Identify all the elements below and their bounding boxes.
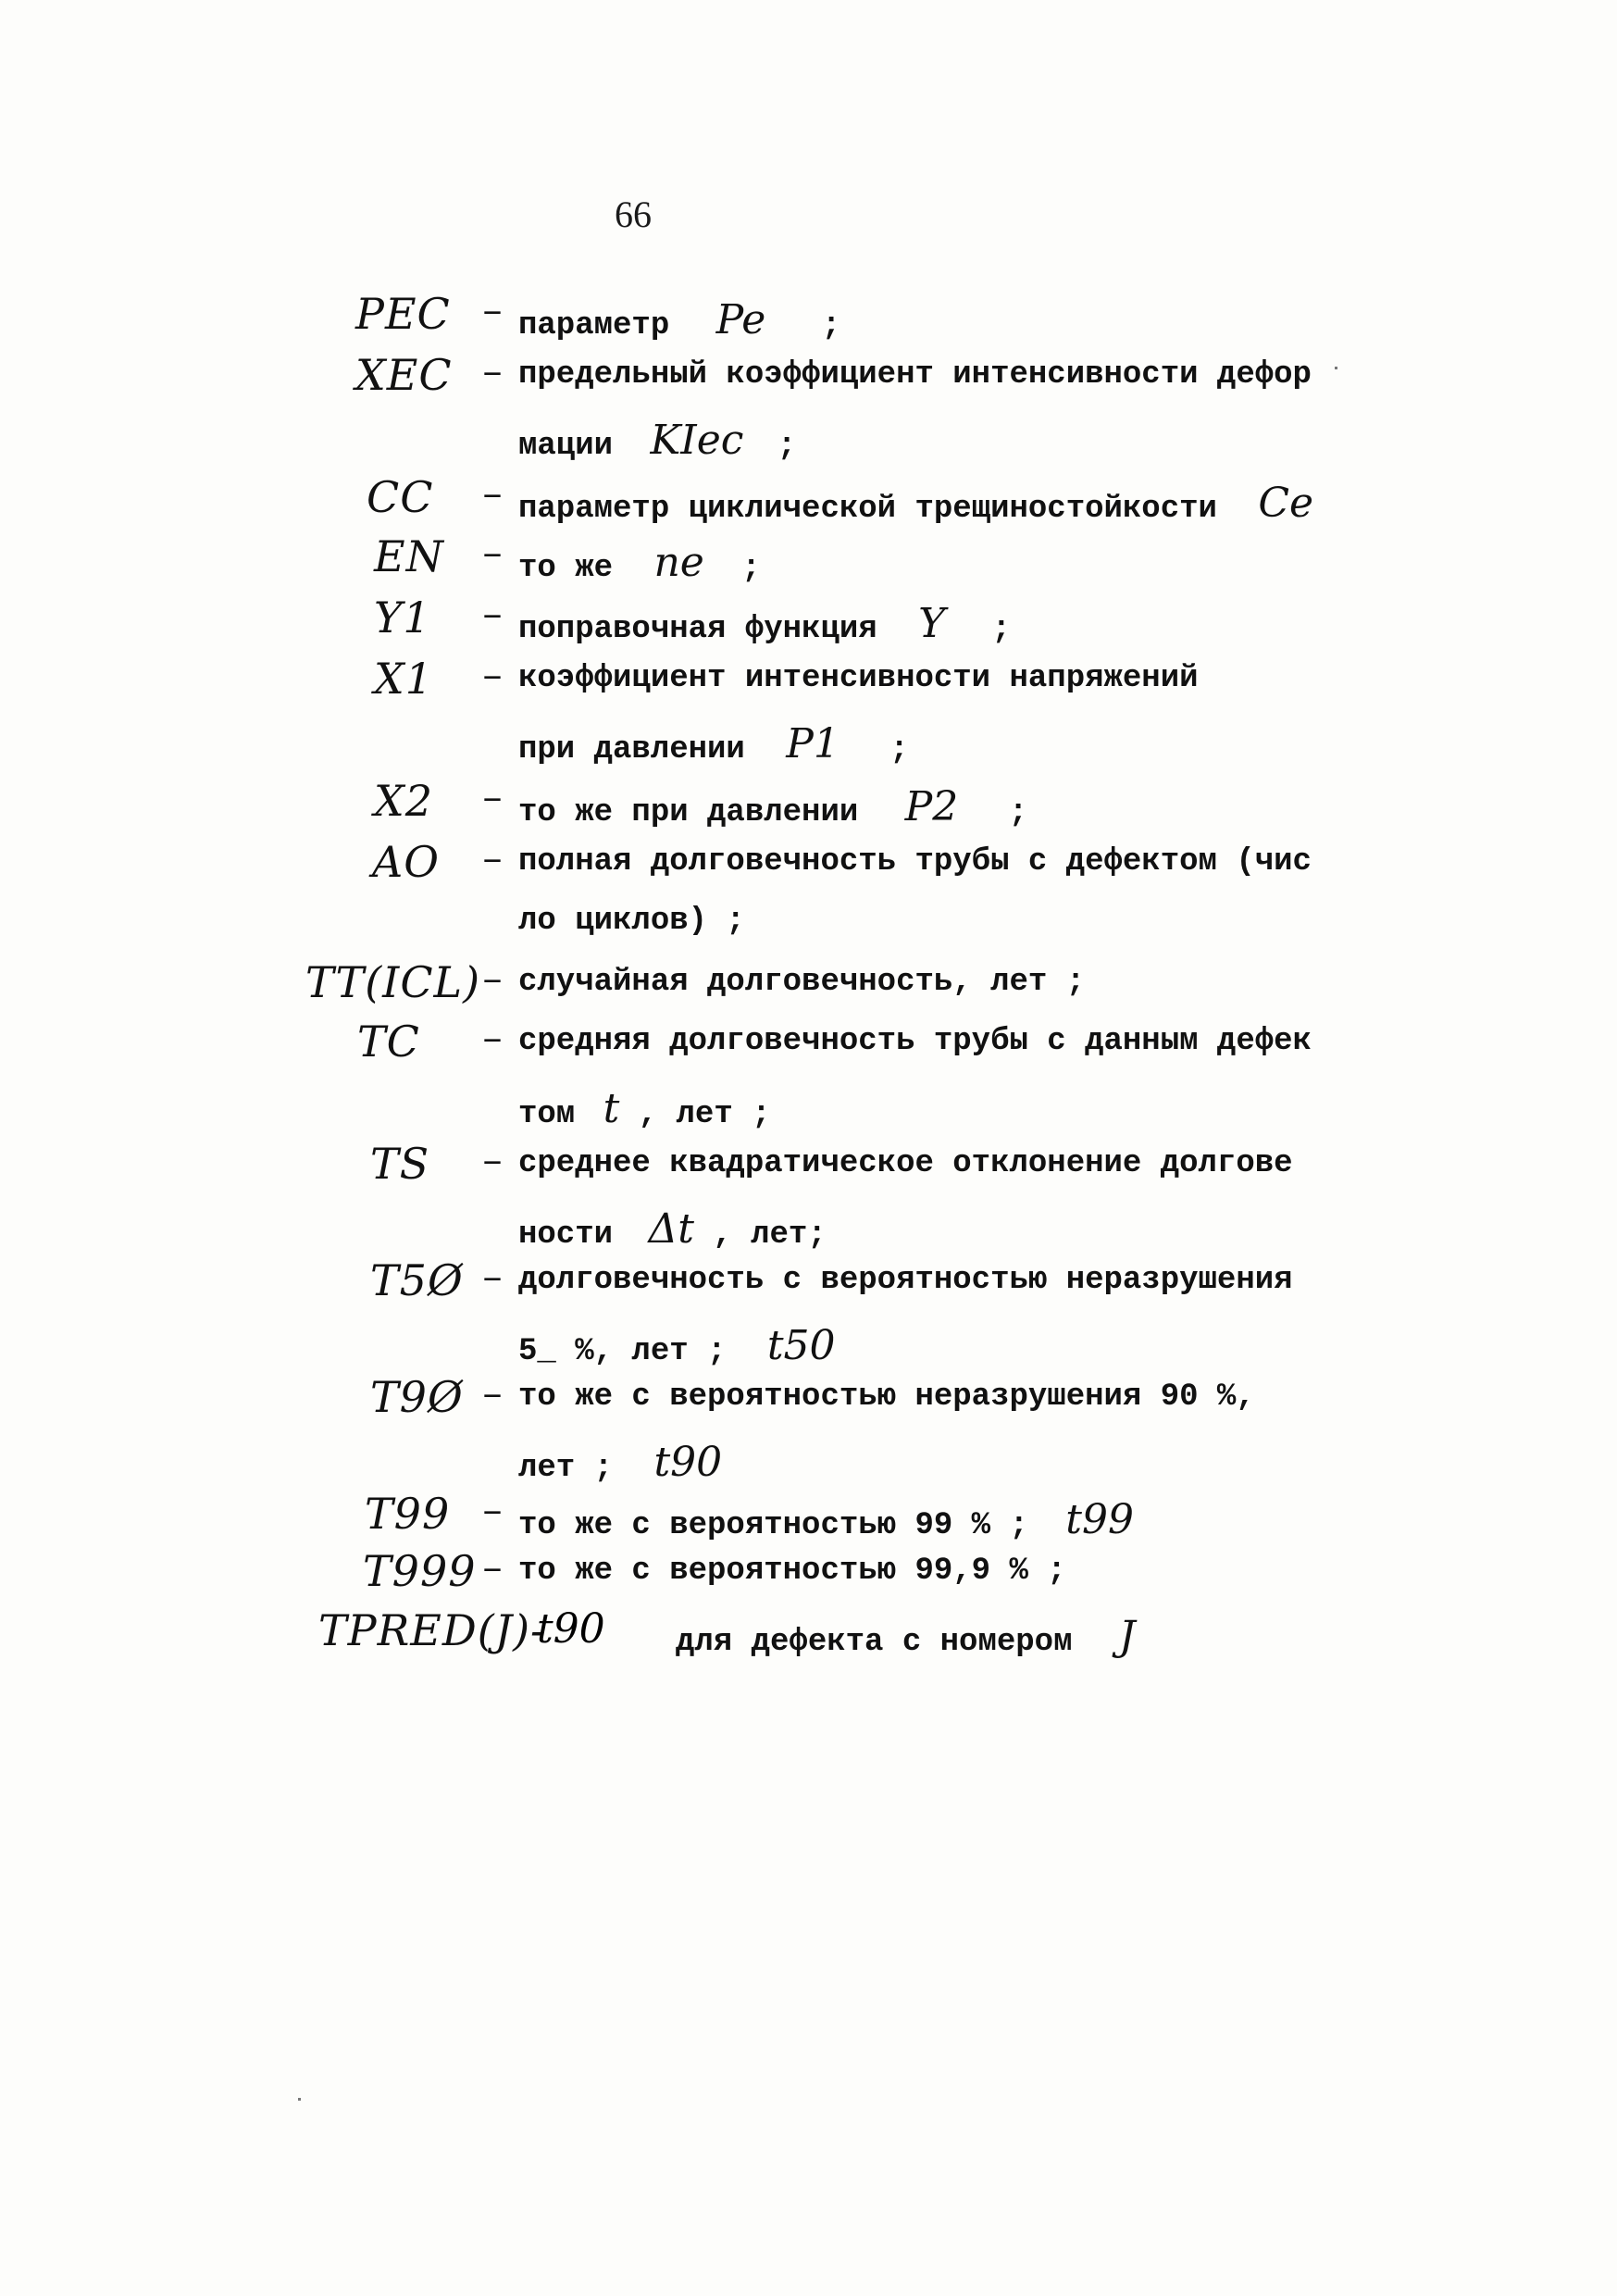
entry-ts-continuation — [0, 1198, 1617, 1257]
entry-xec-continuation — [0, 409, 1617, 468]
entry-text: лет ; — [518, 1451, 614, 1486]
entry-dash: – — [481, 596, 504, 638]
entry-text: параметр — [518, 308, 670, 343]
entry-t50-continuation — [0, 1315, 1617, 1374]
entry-t50 — [0, 1255, 1617, 1315]
entry-dash: – — [481, 841, 504, 882]
entry-dash: – — [481, 1259, 504, 1301]
entry-description — [518, 600, 1011, 647]
entry-continuation — [518, 1085, 771, 1132]
entry-math-before: t90 — [537, 1605, 605, 1653]
entry-tail: ; — [777, 429, 797, 464]
entry-math: t90 — [653, 1439, 723, 1486]
scan-speck — [298, 2098, 301, 2101]
entry-math: t99 — [1065, 1496, 1134, 1543]
entry-xec — [0, 350, 1617, 409]
entry-description — [518, 480, 1313, 527]
entry-continuation — [518, 720, 909, 767]
entry-x2 — [0, 776, 1617, 835]
entry-text: то же — [518, 551, 614, 586]
entry-tail: ; — [821, 308, 841, 343]
entry-text: мации — [518, 429, 614, 464]
entry-description — [676, 1613, 1136, 1660]
entry-text: для дефекта с номером — [676, 1625, 1073, 1660]
entry-math: ne — [653, 539, 704, 586]
entry-symbol: CC — [367, 472, 434, 522]
entry-math: t50 — [766, 1322, 836, 1369]
entry-description: долговечность с вероятностью неразрушения — [518, 1263, 1293, 1298]
entry-math: KIec — [650, 417, 744, 464]
entry-text: при давлении — [518, 732, 745, 767]
entry-continuation — [518, 417, 796, 464]
entry-dash: – — [481, 476, 504, 518]
entry-dash: – — [481, 961, 504, 1003]
entry-symbol: XEC — [355, 350, 453, 400]
entry-pec — [0, 289, 1617, 348]
entry-description: то же с вероятностью 99,9 % ; — [518, 1554, 1066, 1589]
entry-description — [518, 1496, 1134, 1543]
entry-tt-icl — [0, 957, 1617, 1017]
entry-x1 — [0, 654, 1617, 713]
entry-t99 — [0, 1489, 1617, 1548]
entry-dash: – — [481, 535, 504, 577]
entry-description — [518, 296, 840, 343]
entry-en — [0, 531, 1617, 591]
entry-math: P1 — [786, 720, 840, 767]
entry-dash: – — [481, 780, 504, 821]
entry-symbol: T999 — [363, 1546, 477, 1596]
entry-math: Pe — [715, 296, 766, 343]
entry-t90-continuation — [0, 1431, 1617, 1491]
entry-dash: – — [481, 293, 504, 334]
entry-symbol: AO — [372, 837, 440, 887]
entry-dash: – — [481, 1020, 504, 1062]
entry-text: том — [518, 1097, 576, 1132]
entry-symbol: TS — [370, 1139, 430, 1189]
entry-math: J — [1118, 1613, 1136, 1660]
entry-math: t — [603, 1085, 620, 1132]
entry-text: поправочная функция — [518, 612, 877, 647]
entry-text: параметр циклической трещиностойкости — [518, 492, 1217, 527]
entry-symbol: T9Ø — [370, 1372, 464, 1422]
entry-dash: – — [481, 657, 504, 699]
entry-math: Ce — [1258, 480, 1314, 527]
entry-description: коэффициент интенсивности напряжений — [518, 661, 1199, 696]
entry-description: то же с вероятностью неразрушения 90 %, — [518, 1379, 1255, 1415]
entry-tail: , лет; — [713, 1217, 827, 1253]
entry-description — [518, 539, 761, 586]
entry-math: P2 — [904, 783, 959, 830]
entry-tail: ; — [889, 732, 909, 767]
entry-tpred — [0, 1605, 1617, 1665]
page-number: 66 — [615, 193, 652, 235]
entry-symbol: TPRED(J)- — [318, 1605, 546, 1655]
entry-symbol: T5Ø — [370, 1255, 464, 1305]
scan-speck — [1335, 367, 1337, 369]
entry-math: Y — [918, 600, 946, 647]
entry-description: случайная долговечность, лет ; — [518, 965, 1086, 1000]
entry-y1 — [0, 593, 1617, 652]
entry-ao-continuation — [0, 896, 1617, 955]
entry-description: средняя долговечность трубы с данным дефек — [518, 1024, 1312, 1059]
entry-ao — [0, 837, 1617, 896]
entry-math: Δt — [648, 1205, 694, 1253]
entry-t90 — [0, 1372, 1617, 1431]
entry-dash: – — [481, 1492, 504, 1534]
entry-symbol: Y1 — [374, 593, 431, 643]
entry-dash: – — [481, 1376, 504, 1417]
entry-x1-continuation — [0, 713, 1617, 772]
entry-symbol: TT(ICL) — [305, 957, 481, 1007]
entry-symbol: EN — [374, 531, 444, 581]
entry-text: ности — [518, 1217, 614, 1253]
entry-continuation — [518, 1205, 827, 1253]
entry-tail: ; — [741, 551, 761, 586]
entry-tc — [0, 1017, 1617, 1076]
entry-symbol: T99 — [365, 1489, 451, 1539]
entry-dash: – — [481, 1550, 504, 1591]
entry-tc-continuation — [0, 1078, 1617, 1137]
entry-dash: – — [481, 1142, 504, 1184]
entry-text: то же с вероятностью 99 % ; — [518, 1508, 1028, 1543]
entry-text: 5_ %, лет ; — [518, 1334, 727, 1369]
entry-t999 — [0, 1546, 1617, 1605]
entry-symbol: PEC — [355, 289, 451, 339]
entry-cc — [0, 472, 1617, 531]
entry-tail: ; — [1008, 795, 1028, 830]
entry-continuation — [518, 1439, 722, 1486]
entry-text: то же при давлении — [518, 795, 859, 830]
entry-dash: – — [481, 354, 504, 395]
entry-tail: , лет ; — [638, 1097, 771, 1132]
entry-symbol: X2 — [374, 776, 434, 826]
entry-description: полная долговечность трубы с дефектом (чис — [518, 844, 1312, 880]
entry-description: среднее квадратическое отклонение долгове — [518, 1146, 1293, 1181]
entry-description — [518, 783, 1027, 830]
entry-description: предельный коэффициент интенсивности дефор — [518, 357, 1312, 393]
entry-continuation: ло циклов) ; — [518, 904, 745, 939]
entry-ts — [0, 1139, 1617, 1198]
entry-tail: ; — [991, 612, 1011, 647]
entry-symbol: X1 — [374, 654, 434, 704]
entry-continuation — [518, 1322, 836, 1369]
entry-symbol: TC — [357, 1017, 420, 1067]
